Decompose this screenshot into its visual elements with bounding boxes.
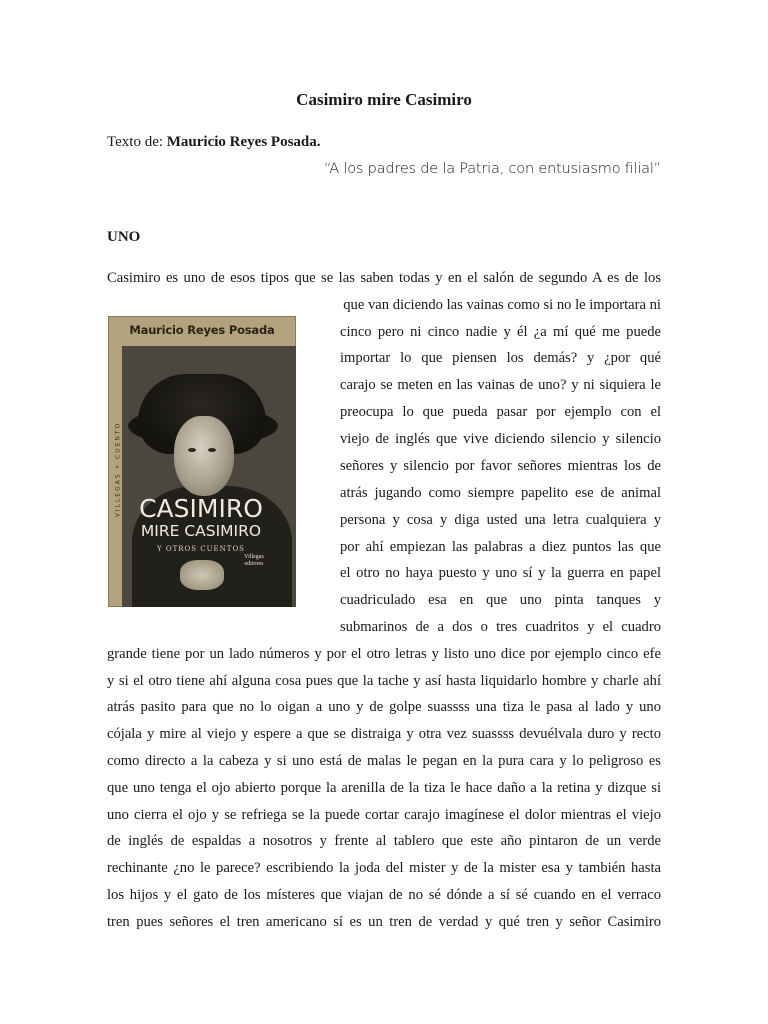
- body-line: tren pues señores el tren americano sí es un tren de verdad y qué tren y señor Casimiro: [107, 914, 661, 930]
- body-line: cinco pero ni cinco nadie y él ¿a mí qué me puede: [340, 324, 661, 340]
- cover-title-line3: Y OTROS CUENTOS: [157, 545, 245, 553]
- body-line: Casimiro es uno de esos tipos que se las saben todas y en el salón de segundo A es de los: [107, 270, 661, 286]
- body-line: uno cierra el ojo y se refriega se la puede cortar carajo imagínese el dolor mientras el viejo: [107, 807, 661, 823]
- body-line: atrás pasito para que no lo oigan a uno y de golpe suassss una tiza le pasa al lado y uno: [107, 699, 661, 715]
- boy-face: [174, 416, 234, 496]
- body-line: atrás jugando como siempre papelito ese de animal: [340, 485, 661, 501]
- body-line: grande tiene por un lado números y por el otro letras y listo uno dice por ejemplo cinco efe: [107, 646, 661, 662]
- cover-author: Mauricio Reyes Posada: [129, 323, 275, 337]
- document-title: Casimiro mire Casimiro: [296, 90, 472, 109]
- left-eye: [188, 448, 196, 452]
- dedication: “A los padres de la Patria, con entusiasmo filial”: [323, 161, 661, 177]
- author-prefix: Texto de:: [107, 134, 167, 150]
- body-line: importar lo que piensen los demás? y ¿por qué: [340, 350, 661, 366]
- body-line: el otro no haya puesto y uno sí y la guerra en papel: [340, 565, 661, 581]
- cover-title-line1: CASIMIRO: [139, 494, 263, 523]
- body-line: cójala y mire al viejo y espere a que se distraiga y otra vez suassss devuélvala duro y recto: [107, 726, 661, 742]
- body-line: que uno tenga el ojo abierto porque la arenilla de la tiza le hace daño a la retina y dizque si: [107, 780, 661, 796]
- body-line: de inglés de espaldas a nosotros y frente al tablero que este año pintaron de un verde: [107, 833, 661, 849]
- body-line: preocupa lo que pueda pasar por ejemplo con el: [340, 404, 661, 420]
- body-line: por ahí empiezan las palabras a diez puntos las que: [340, 539, 661, 555]
- author-name: Mauricio Reyes Posada.: [166, 134, 321, 150]
- cover-title-line2: MIRE CASIMIRO: [140, 522, 262, 540]
- cover-spine-text: VILLEGAS • CUENTO: [114, 421, 122, 518]
- body-line: carajo se meten en las vainas de uno? y ni siquiera le: [340, 377, 661, 393]
- body-line: cuadriculado esa en que uno pinta tanques y: [340, 592, 661, 608]
- body-line: submarinos de a dos o tres cuadritos y el cuadro: [340, 619, 661, 635]
- boy-hand: [180, 560, 224, 590]
- body-line: persona y cosa y diga usted una letra cualquiera y: [340, 512, 661, 528]
- body-line: los hijos y el gato de los místeres que viajan de no sé dónde a sí sé cuando en el verraco: [107, 887, 661, 903]
- body-line: que van diciendo las vainas como si no le importara ni: [343, 297, 661, 313]
- body-line: como directo a la cabeza y si uno está de malas le pegan en la pura cara y lo peligroso es: [107, 753, 661, 769]
- section-heading: UNO: [107, 229, 141, 245]
- author-line: [107, 134, 321, 151]
- book-cover-image: [108, 316, 296, 607]
- body-line: viejo de inglés que vive diciendo silencio y silencio: [340, 431, 661, 447]
- publisher-logo: Villegas editores: [244, 554, 264, 567]
- body-line: señores y silencio por favor señores mientras los de: [340, 458, 661, 474]
- body-line: y si el otro tiene ahí alguna cosa pues que la tache y así hasta liquidarlo hombre y charle ahí: [107, 673, 661, 689]
- right-eye: [208, 448, 216, 452]
- body-line: rechinante ¿no le parece? escribiendo la joda del mister y de la mister esa y también hasta: [107, 860, 661, 876]
